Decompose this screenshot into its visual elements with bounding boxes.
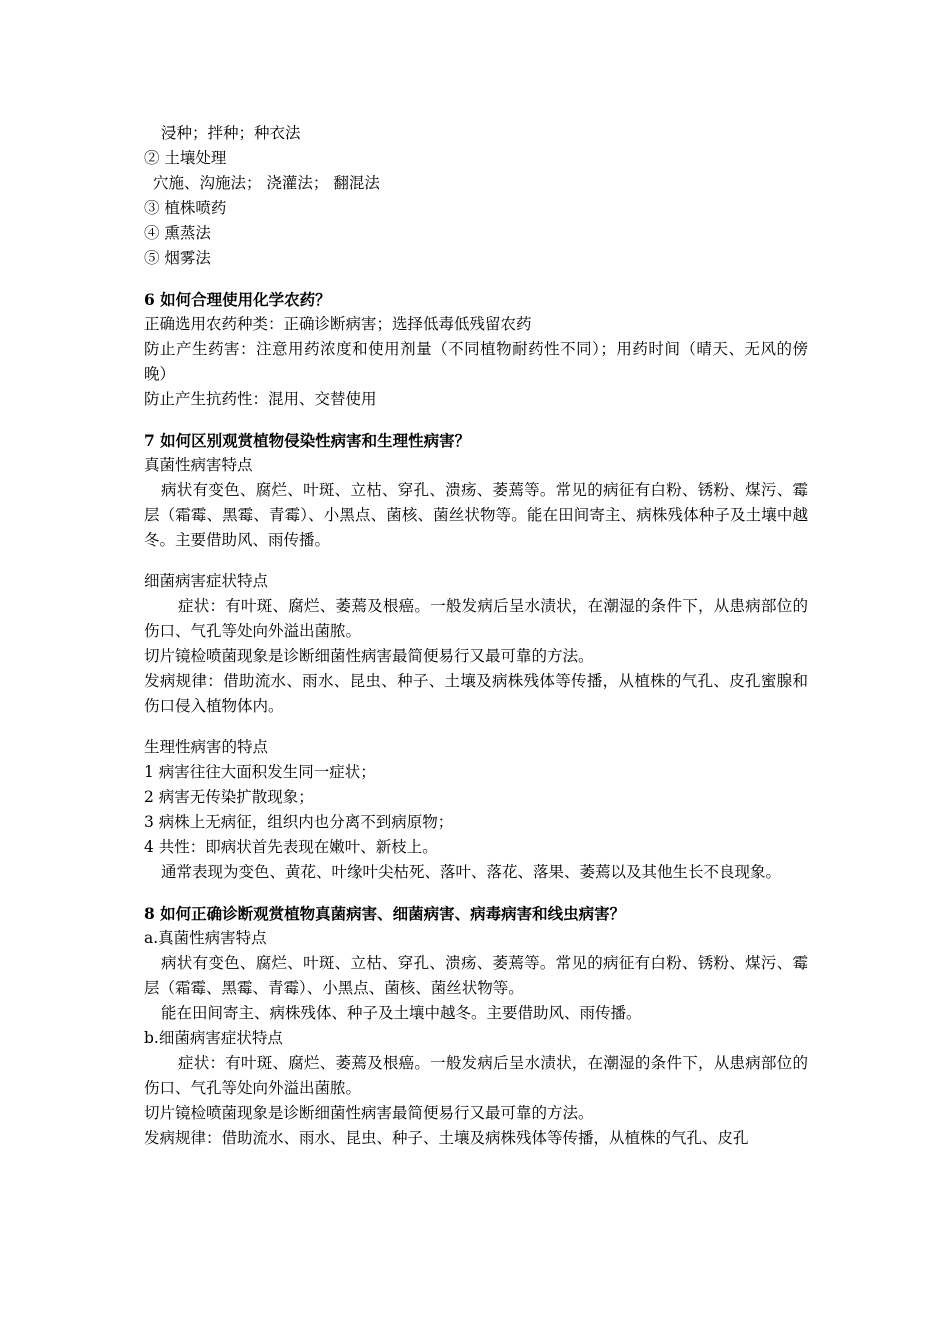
- q6-prevent-resistance: 防止产生抗药性：混用、交替使用: [144, 390, 377, 408]
- q7-physiological-item: 1 病害往往大面积发生同一症状；: [144, 763, 376, 781]
- document-page: [144, 121, 808, 1151]
- q7-bacterial-symptoms: 症状：有叶斑、腐烂、萎蔫及根癌。一般发病后呈水渍状，在潮湿的条件下，从患病部位的伤口、气孔等处向外溢出菌脓。: [144, 597, 808, 640]
- q7-fungal-heading: 真菌性病害特点: [144, 456, 253, 474]
- q7-bacterial-diagnosis: 切片镜检喷菌现象是诊断细菌性病害最简便易行又最可靠的方法。: [144, 647, 594, 665]
- fumigation-item: ④ 熏蒸法: [144, 224, 211, 242]
- q7-physiological-item: 2 病害无传染扩散现象；: [144, 788, 314, 806]
- spacer: [144, 553, 808, 569]
- q8-bacterial-diagnosis: 切片镜检喷菌现象是诊断细菌性病害最简便易行又最可靠的方法。: [144, 1104, 594, 1122]
- q7-physiological-item: 3 病株上无病征，组织内也分离不到病原物；: [144, 813, 454, 831]
- q8-fungal-description: 病状有变色、腐烂、叶斑、立枯、穿孔、溃疡、萎蔫等。常见的病征有白粉、锈粉、煤污、霉层（霜霉、黑霉、青霉）、小黑点、菌核、菌丝状物等。: [144, 954, 808, 997]
- soil-treatment-methods: 穴施、沟施法； 浇灌法； 翻混法: [153, 174, 380, 192]
- smoke-item: ⑤ 烟雾法: [144, 249, 211, 267]
- q7-bacterial-pattern: 发病规律：借助流水、雨水、昆虫、种子、土壤及病株残体等传播，从植株的气孔、皮孔蜜腺和伤口侵入植物体内。: [144, 672, 808, 715]
- plant-spray-item: ③ 植株喷药: [144, 199, 227, 217]
- question-7-heading: 7 如何区别观赏植物侵染性病害和生理性病害？: [144, 431, 471, 450]
- q8-bacterial-symptoms: 症状：有叶斑、腐烂、萎蔫及根癌。一般发病后呈水渍状，在潮湿的条件下，从患病部位的伤口、气孔等处向外溢出菌脓。: [144, 1054, 808, 1097]
- q8-fungal-heading: a.真菌性病害特点: [144, 929, 267, 947]
- q8-fungal-overwintering: 能在田间寄主、病株残体、种子及土壤中越冬。主要借助风、雨传播。: [161, 1004, 642, 1022]
- q7-physiological-item: 4 共性：即病状首先表现在嫩叶、新枝上。: [144, 838, 438, 856]
- seed-treatment-methods: 浸种；拌种；种衣法: [161, 124, 301, 142]
- q8-bacterial-pattern: 发病规律：借助流水、雨水、昆虫、种子、土壤及病株残体等传播，从植株的气孔、皮孔: [144, 1129, 749, 1147]
- q6-prevent-phytotoxicity: 防止产生药害：注意用药浓度和使用剂量（不同植物耐药性不同）；用药时间（晴天、无风的傍晚）: [144, 340, 808, 383]
- question-8-heading: 8 如何正确诊断观赏植物真菌病害、细菌病害、病毒病害和线虫病害？: [144, 904, 626, 923]
- q6-pesticide-selection: 正确选用农药种类：正确诊断病害；选择低毒低残留农药: [144, 315, 532, 333]
- spacer: [144, 719, 808, 735]
- spacer: [144, 885, 808, 901]
- soil-treatment-heading: ② 土壤处理: [144, 149, 227, 167]
- q7-fungal-description: 病状有变色、腐烂、叶斑、立枯、穿孔、溃疡、萎蔫等。常见的病征有白粉、锈粉、煤污、霉层（霜霉、黑霉、青霉）、小黑点、菌核、菌丝状物等。能在田间寄主、病株残体种子及土壤中越冬。主要借助风、雨传播。: [144, 481, 808, 549]
- question-6-heading: 6 如何合理使用化学农药？: [144, 290, 331, 309]
- q7-physiological-common: 通常表现为变色、黄花、叶缘叶尖枯死、落叶、落花、落果、萎蔫以及其他生长不良现象。: [161, 863, 782, 881]
- spacer: [144, 271, 808, 287]
- q7-bacterial-heading: 细菌病害症状特点: [144, 572, 269, 590]
- q7-physiological-heading: 生理性病害的特点: [144, 738, 269, 756]
- spacer: [144, 412, 808, 428]
- q8-bacterial-heading: b.细菌病害症状特点: [144, 1029, 283, 1047]
